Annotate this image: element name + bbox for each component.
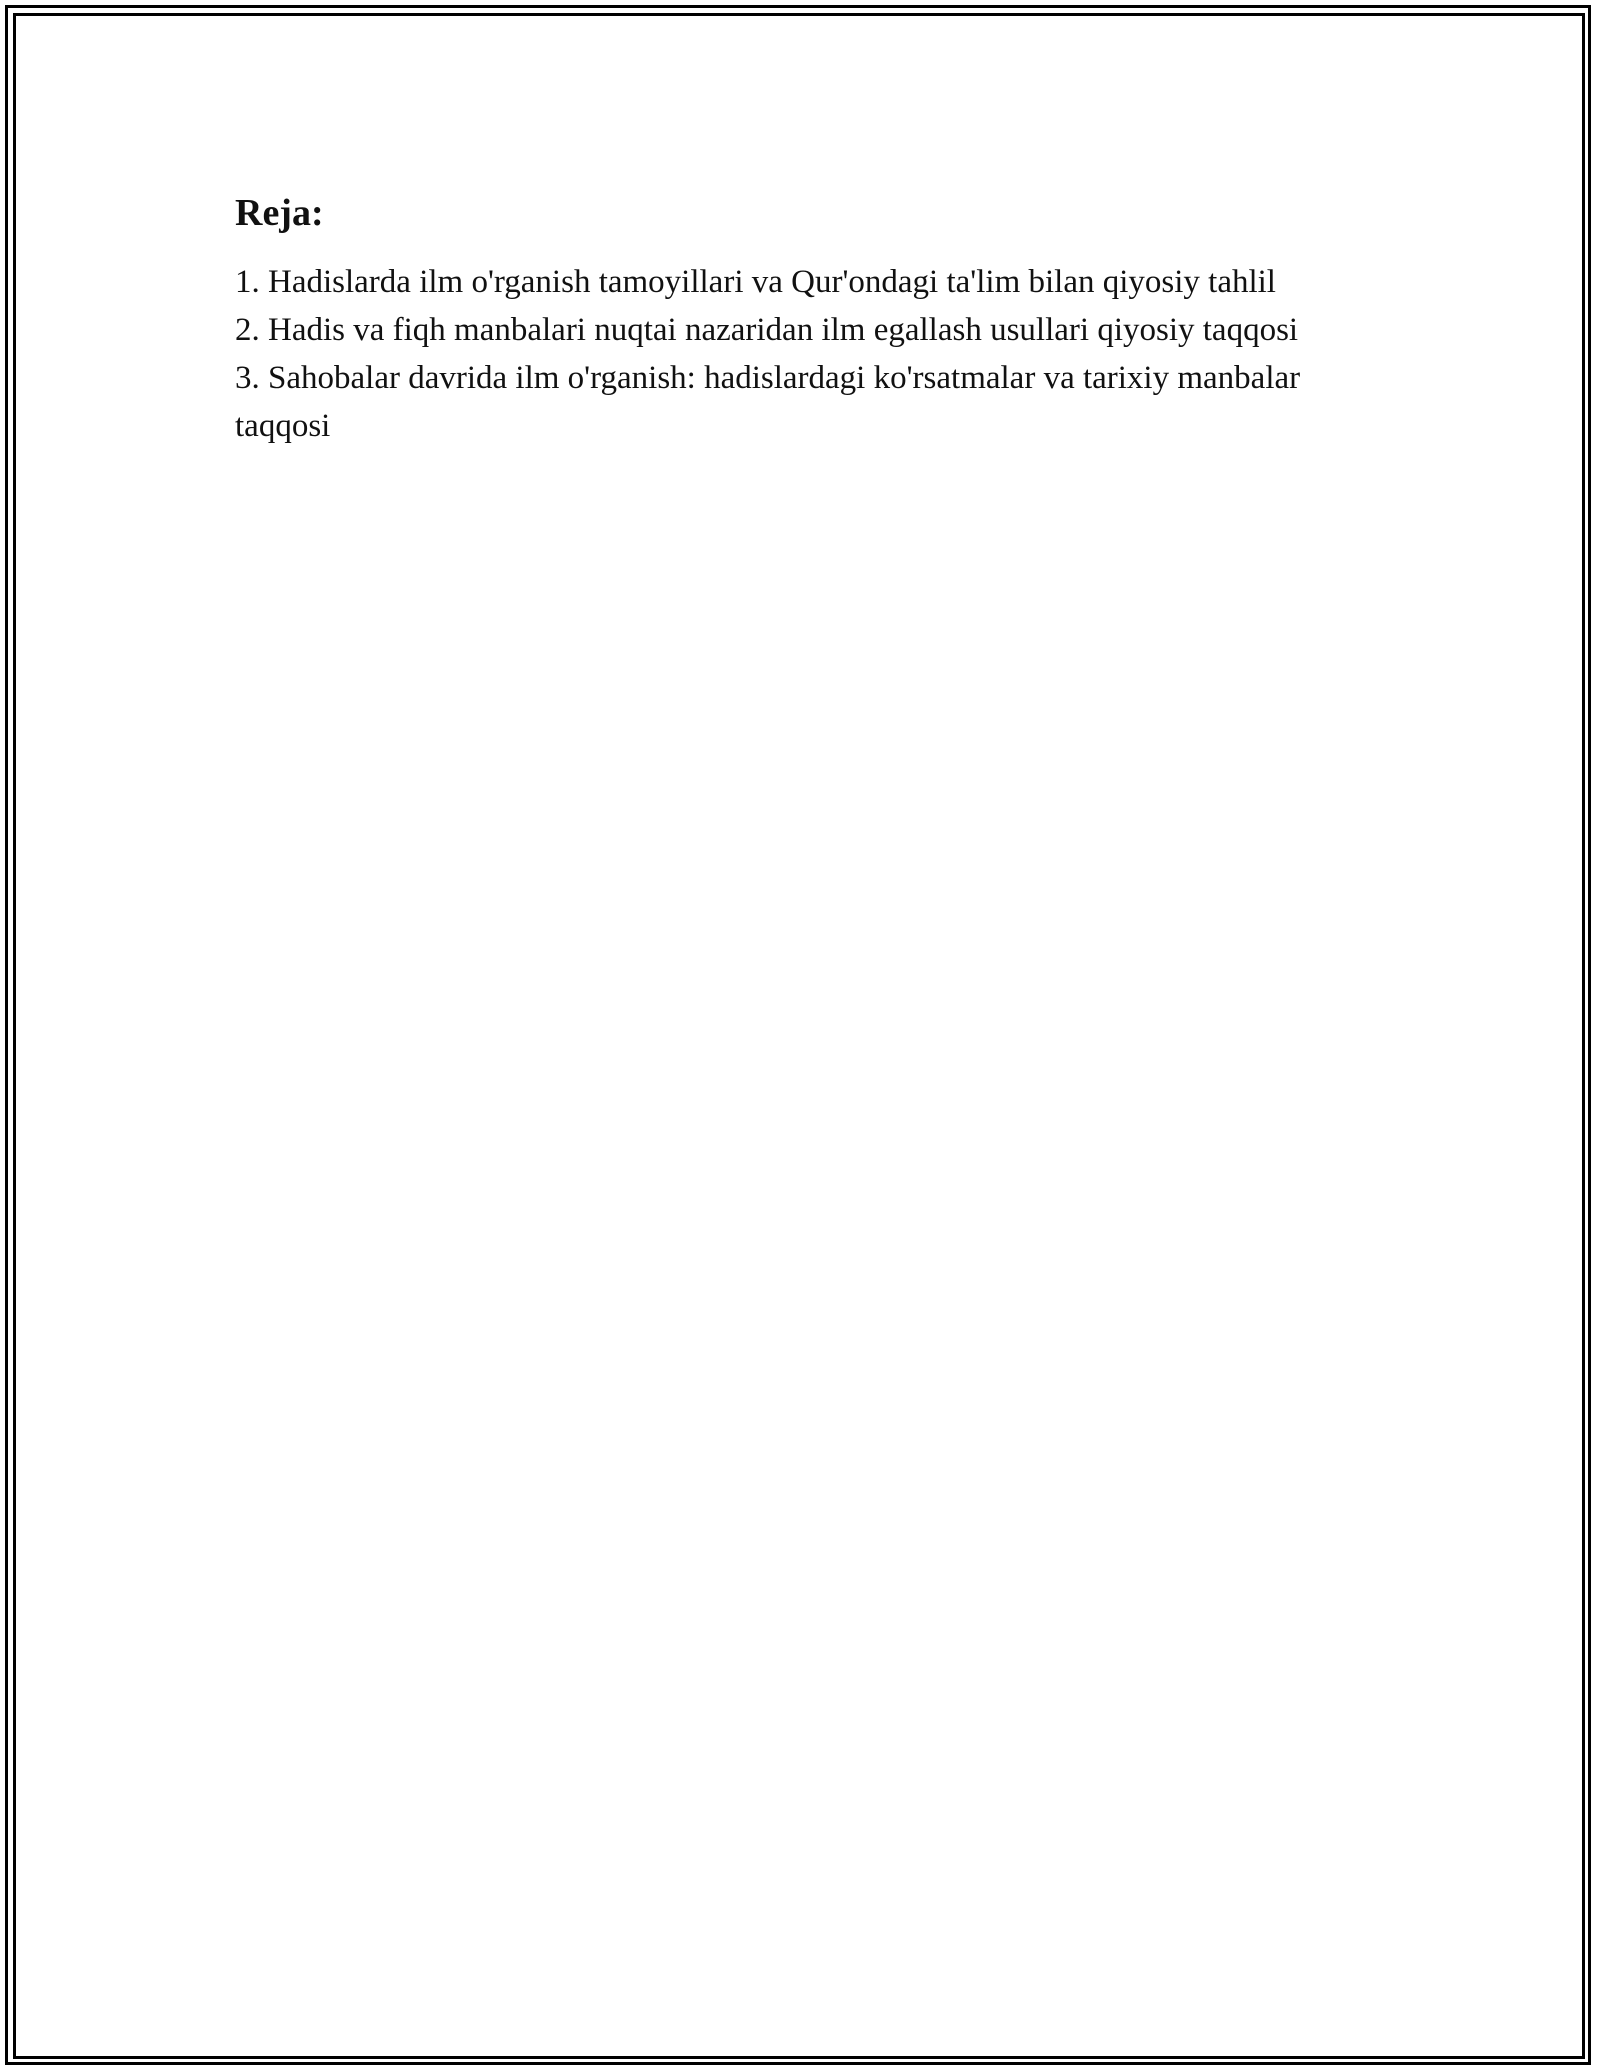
plan-heading: Reja:	[235, 192, 324, 234]
plan-item-3: 3. Sahobalar davrida ilm o'rganish: hadislardagi ko'rsatmalar va tarixiy manbalar taqqosi	[235, 360, 1301, 444]
plan-item-1: 1. Hadislarda ilm o'rganish tamoyillari va Qur'ondagi ta'lim bilan qiyosiy tahlil	[235, 264, 1276, 300]
document-body	[235, 186, 1345, 450]
plan-list	[235, 258, 1345, 450]
plan-item-2: 2. Hadis va fiqh manbalari nuqtai nazaridan ilm egallash usullari qiyosiy taqqosi	[235, 312, 1299, 348]
